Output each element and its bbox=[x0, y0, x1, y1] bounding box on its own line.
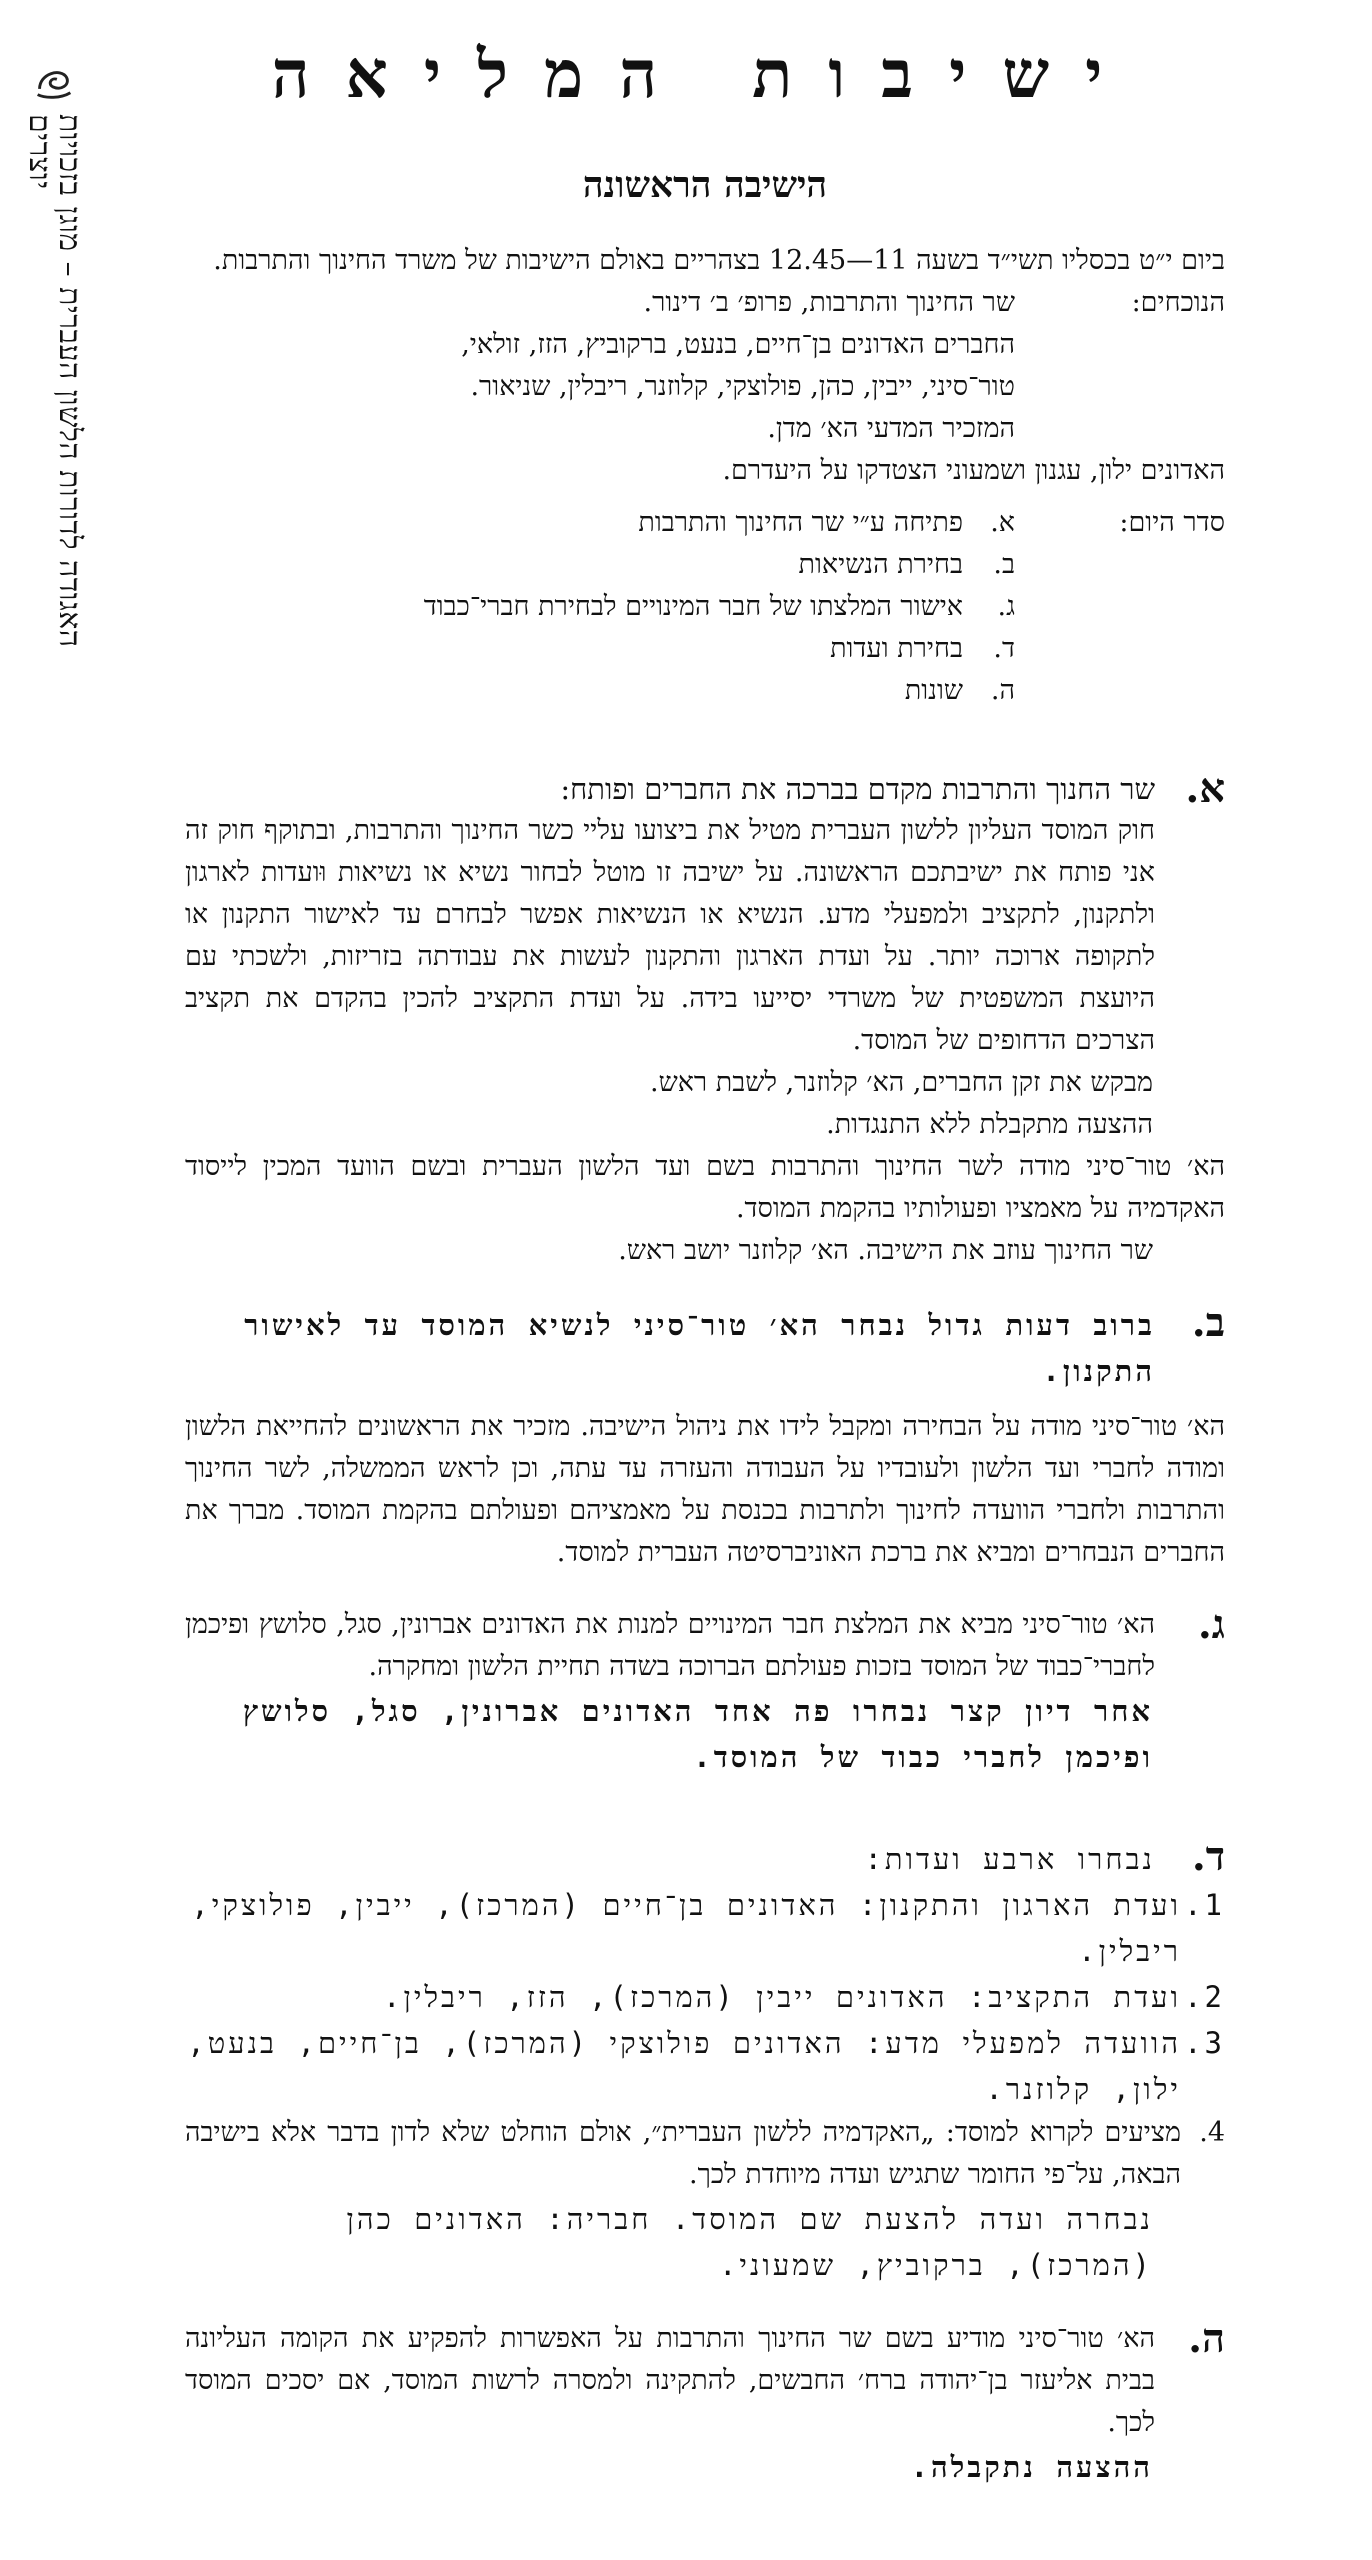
section-letter: ג. bbox=[1197, 1601, 1225, 1648]
list-text: הוועדה למפעלי מדע: האדונים פולוצקי (המרכז), בן־חיים, בנעט, ילון, קלוזנר. bbox=[187, 2026, 1181, 2106]
section-typed-text: ברוב דעות גדול נבחר הא׳ טור־סיני לנשיא המוסד עד לאישור התקנון. bbox=[244, 1308, 1155, 1388]
section-c bbox=[185, 1601, 1225, 1780]
list-number: 3. bbox=[1184, 2026, 1225, 2060]
section-line: מבקש את זקן החברים, הא׳ קלוזנר, לשבת ראש. bbox=[650, 1067, 1153, 1098]
agenda-block bbox=[185, 502, 1225, 712]
agenda-letter: ה. bbox=[990, 675, 1015, 706]
section-heading: נבחרו ארבע ועדות: bbox=[864, 1842, 1155, 1876]
section-a bbox=[185, 765, 1225, 1272]
list-number: 4. bbox=[1199, 2117, 1225, 2148]
section-paragraph: הא׳ טור־סיני מודה לשר החינוך והתרבות בשם ועד הלשון העברית ובשם הוועד המכין לייסוד האקדמיה על מאמציו ופעולותיו בהקמת המוסד. bbox=[185, 1151, 1225, 1224]
agenda-text: בחירת הנשיאות bbox=[798, 549, 963, 580]
list-item bbox=[185, 2020, 1225, 2112]
agenda-text: שונות bbox=[904, 675, 963, 706]
section-typed-text: נבחרה ועדה להצעת שם המוסד. חבריה: האדונים כהן (המרכז), ברקוביץ, שמעוני. bbox=[346, 2202, 1153, 2282]
session-subtitle: הישיבה הראשונה bbox=[582, 164, 828, 206]
agenda-text: פתיחה ע״י שר החינוך והתרבות bbox=[638, 507, 963, 538]
agenda-item bbox=[185, 502, 1225, 544]
agenda-item bbox=[185, 586, 1225, 628]
agenda-item bbox=[185, 628, 1225, 670]
side-margin bbox=[18, 60, 90, 710]
swirl-emblem-icon bbox=[31, 60, 77, 104]
list-text: ועדת הארגון והתקנון: האדונים בן־חיים (המרכז), ייבין, פולוצקי, ריבלין. bbox=[191, 1888, 1181, 1968]
section-e bbox=[185, 2315, 1225, 2490]
section-d bbox=[185, 1833, 1225, 2288]
present-line: החברים האדונים בן־חיים, בנעט, ברקוביץ, הזז, זולאי, bbox=[461, 329, 1015, 360]
document-page bbox=[185, 28, 1225, 2490]
present-label: הנוכחים: bbox=[1131, 287, 1225, 318]
absent-line: האדונים ילון, עגנון ושמעוני הצטדקו על היעדרם. bbox=[722, 455, 1225, 486]
list-item bbox=[185, 1882, 1225, 1974]
list-text: ועדת התקציב: האדונים ייבין (המרכז), הזז, ריבלין. bbox=[382, 1980, 1181, 2014]
copyright-notice: האגודה לדורות הלשון העברית – מוגן בזכויות יוצרים bbox=[22, 114, 87, 648]
present-line: טור־סיני, ייבין, כהן, פולוצקי, קלוזנר, ריבלין, שניאור. bbox=[470, 371, 1015, 402]
list-number: 1. bbox=[1184, 1888, 1225, 1922]
agenda-item bbox=[185, 670, 1225, 712]
agenda-letter: א. bbox=[990, 507, 1015, 538]
agenda-label: סדר היום: bbox=[1119, 507, 1225, 538]
agenda-letter: ד. bbox=[993, 633, 1015, 664]
present-row bbox=[185, 282, 1225, 324]
attendance-block bbox=[185, 282, 1225, 492]
list-number: 2. bbox=[1184, 1980, 1225, 2014]
section-letter: א. bbox=[1185, 765, 1225, 812]
section-typed-text: ההצעה נתקבלה. bbox=[910, 2450, 1153, 2484]
page-title: ישיבות המליאה bbox=[271, 35, 1139, 113]
section-line: שר החינוך עוזב את הישיבה. הא׳ קלוזנר יושב ראש. bbox=[618, 1235, 1153, 1266]
present-line: המזכיר המדעי הא׳ מדן. bbox=[767, 413, 1015, 444]
section-paragraph: הא׳ טור־סיני מודיע בשם שר החינוך והתרבות על האפשרות להפקיע את הקומה העליונה בבית אליעזר בן־יהודה ברח׳ החבשים, להתקינה ולמסרה לרשות המוסד, אם יסכים המוסד לכך. bbox=[185, 2323, 1155, 2438]
list-item bbox=[185, 2112, 1225, 2196]
section-paragraph: הא׳ טור־סיני מודה על הבחירה ומקבל לידו את ניהול הישיבה. מזכיר את הראשונים להחייאת הלשון ומודה לחברי ועד הלשון ולעובדיו על העבודה והעזרה עד עתה, וכן לראש הממשלה, לשר החינוך והתרבות ולחברי הוועדה לחינוך ולתרבות בכנסת על מאמציהם ופעולתם בהקמת המוסד. מברך את החברים הנבחרים ומביא את ברכת האוניברסיטה העברית למוסד. bbox=[185, 1411, 1225, 1568]
section-typed-text: אחר דיון קצר נבחרו פה אחד האדונים אברונין, סגל, סלושץ ופיכמן לחברי כבוד של המוסד. bbox=[242, 1694, 1153, 1774]
section-letter: ד. bbox=[1191, 1833, 1225, 1880]
section-letter: ב. bbox=[1191, 1299, 1225, 1346]
agenda-letter: ב. bbox=[993, 549, 1015, 580]
section-heading: שר החנוך והתרבות מקדם בברכה את החברים ופותח: bbox=[560, 772, 1155, 806]
agenda-text: אישור המלצתו של חבר המינויים לבחירת חברי־כבוד bbox=[423, 591, 963, 622]
agenda-item bbox=[185, 544, 1225, 586]
list-item bbox=[185, 1974, 1225, 2020]
section-line: ההצעה מתקבלת ללא התנגדות. bbox=[826, 1109, 1153, 1140]
list-text: מציעים לקרוא למוסד: „האקדמיה ללשון העברית״, אולם הוחלט שלא לדון בדבר אלא בישיבה הבאה, על־פי החומר שתגיש ועדה מיוחדת לכך. bbox=[185, 2117, 1181, 2190]
section-letter: ה. bbox=[1188, 2315, 1225, 2362]
agenda-letter: ג. bbox=[997, 591, 1015, 622]
section-paragraph: חוק המוסד העליון ללשון העברית מטיל את ביצועו עליי כשר החינוך והתרבות, ובתוקף חוק זה אני פותח את ישיבתכם הראשונה. על ישיבה זו מוטל לבחור נשיא או נשיאות וּועדות לארגון ולתקנון, לתקציב ולמפעלי מדע. הנשיא או הנשיאות אפשר לבחרם עד לאישור התקנון או לתקופה ארוכה יותר. על ועדת הארגון והתקנון לעשות את עבודתה בזריזות, ולשכתי עם היועצת המשפטית של משרדי יסייעו בידה. על ועדת התקציב להכין בהקדם את תקציב הצרכים הדחופים של המוסד. bbox=[185, 815, 1155, 1056]
intro-paragraph: ביום י״ט בכסליו תשי״ד בשעה 11—12.45 בצהריים באולם הישיבות של משרד החינוך והתרבות. bbox=[213, 245, 1225, 276]
section-paragraph: הא׳ טור־סיני מביא את המלצת חבר המינויים למנות את האדונים אברונין, סגל, סלושץ ופיכמן לחברי־כבוד של המוסד בזכות פעולתם הברוכה בשדה תחיית הלשון ומחקרה. bbox=[185, 1609, 1155, 1682]
agenda-text: בחירת ועדות bbox=[830, 633, 963, 664]
present-line: שר החינוך והתרבות, פרופ׳ ב׳ דינור. bbox=[643, 287, 1015, 318]
section-b bbox=[185, 1299, 1225, 1574]
